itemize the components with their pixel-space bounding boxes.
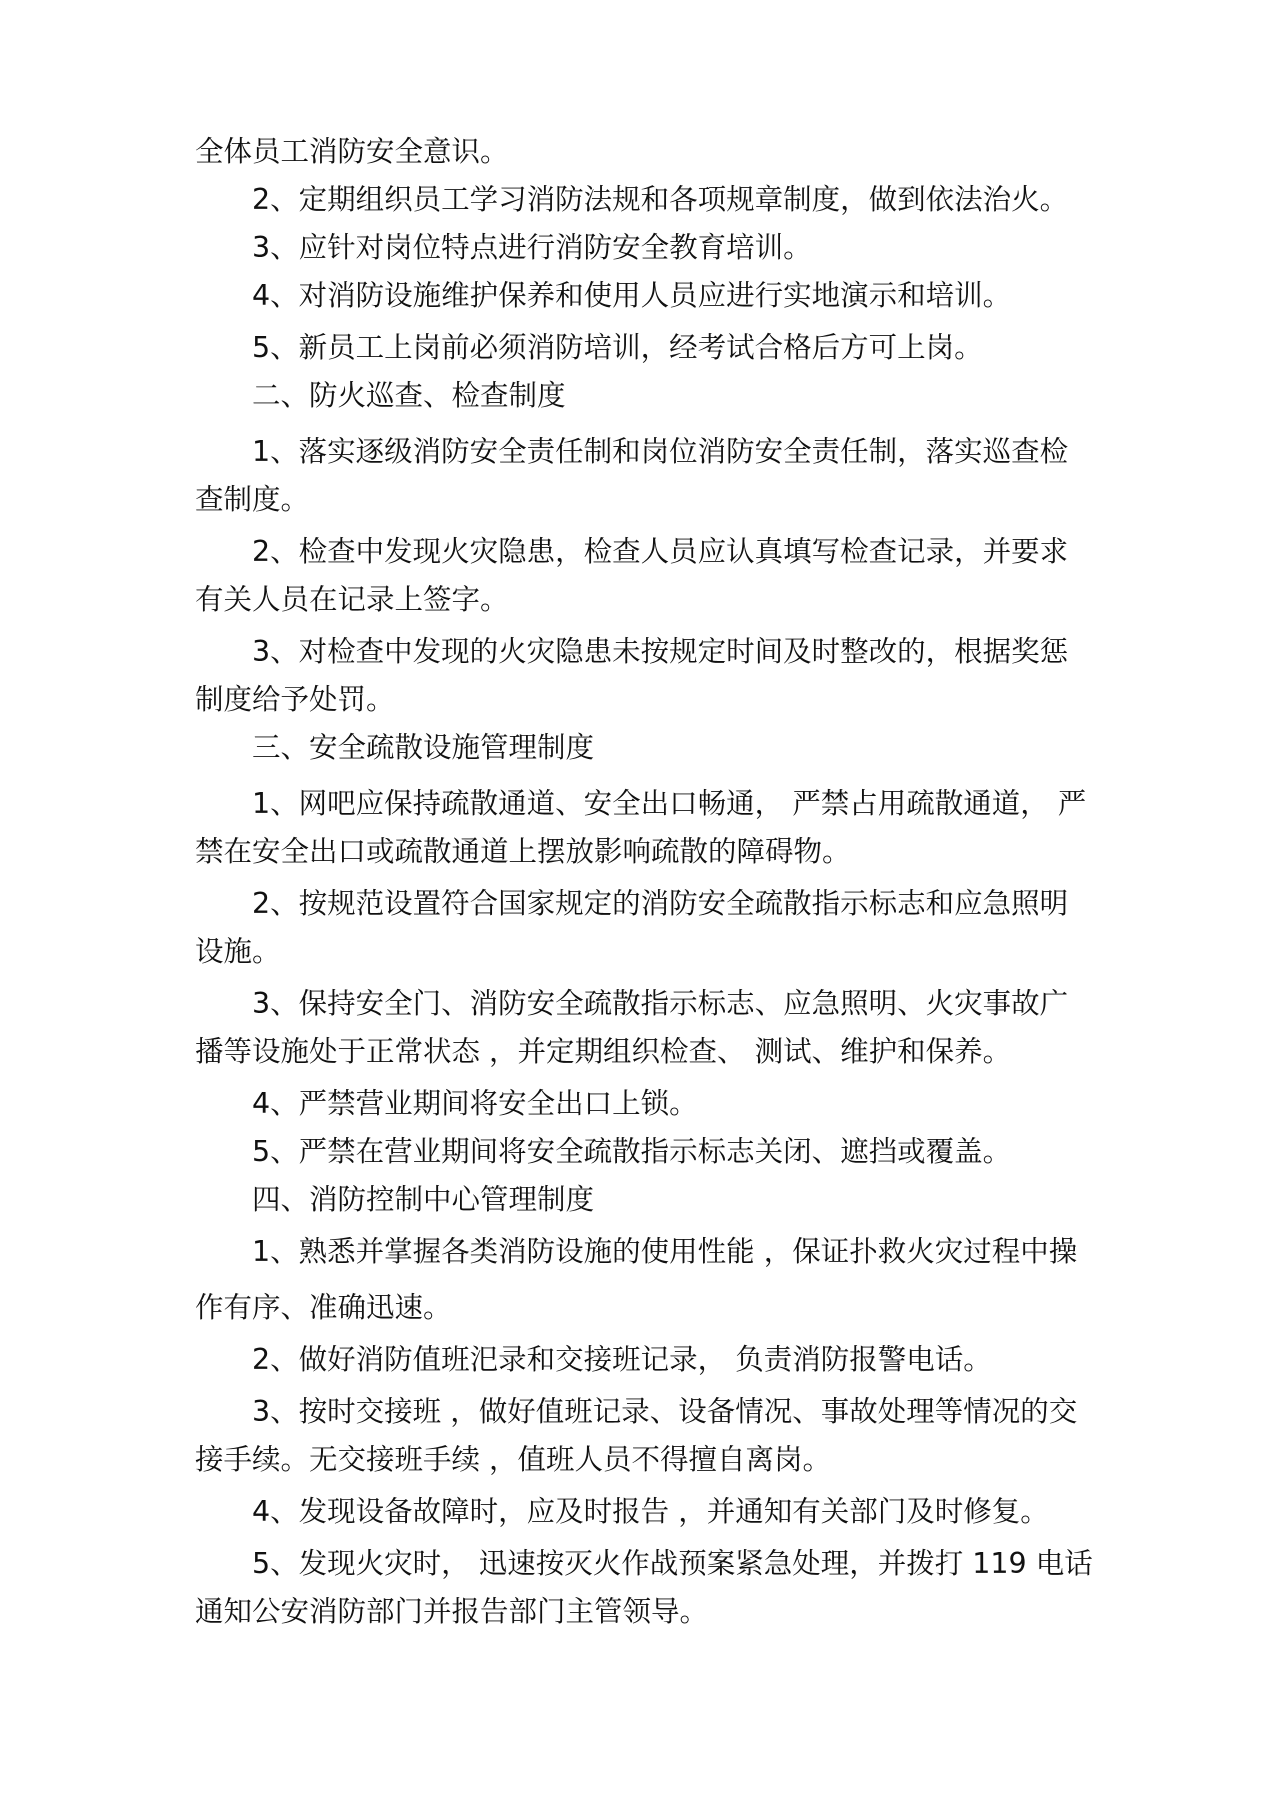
list-item: 4、发现设备故障时，应及时报告 ，并通知有关部门及时修复。 xyxy=(252,1495,1049,1528)
section-heading: 二、防火巡查、检查制度 xyxy=(252,379,566,412)
text-line: 设施。 xyxy=(195,935,281,968)
text-line: 制度给予处罚。 xyxy=(195,683,395,716)
text-line: 作有序、准确迅速。 xyxy=(195,1291,452,1324)
text-line: 有关人员在记录上签字。 xyxy=(195,583,509,616)
list-item: 3、应针对岗位特点进行消防安全教育培训。 xyxy=(252,231,812,264)
list-item: 2、定期组织员工学习消防法规和各项规章制度，做到依法治火。 xyxy=(252,183,1069,216)
list-item: 3、对检查中发现的火灾隐患未按规定时间及时整改的，根据奖惩 xyxy=(252,635,1069,668)
list-item: 2、检查中发现火灾隐患，检查人员应认真填写检查记录，并要求 xyxy=(252,535,1069,568)
list-item: 1、熟悉并掌握各类消防设施的使用性能 ，保证扑救火灾过程中操 xyxy=(252,1235,1078,1268)
list-item: 5、发现火灾时， 迅速按灭火作战预案紧急处理，并拨打 119 电话 xyxy=(252,1547,1093,1580)
text-line: 通知公安消防部门并报告部门主管领导。 xyxy=(195,1595,709,1628)
section-heading: 三、安全疏散设施管理制度 xyxy=(252,731,595,764)
text-line: 禁在安全出口或疏散通道上摆放影响疏散的障碍物。 xyxy=(195,835,851,868)
list-item: 5、新员工上岗前必须消防培训，经考试合格后方可上岗。 xyxy=(252,331,983,364)
list-item: 2、按规范设置符合国家规定的消防安全疏散指示标志和应急照明 xyxy=(252,887,1069,920)
section-heading: 四、消防控制中心管理制度 xyxy=(252,1183,595,1216)
list-item: 5、严禁在营业期间将安全疏散指示标志关闭、遮挡或覆盖。 xyxy=(252,1135,1012,1168)
list-item: 4、严禁营业期间将安全出口上锁。 xyxy=(252,1087,698,1120)
text-line: 接手续。无交接班手续 ，值班人员不得擅自离岗。 xyxy=(195,1443,832,1476)
list-item: 3、保持安全门、消防安全疏散指示标志、应急照明、火灾事故广 xyxy=(252,987,1069,1020)
list-item: 1、落实逐级消防安全责任制和岗位消防安全责任制，落实巡查检 xyxy=(252,435,1069,468)
text-line: 播等设施处于正常状态 ，并定期组织检查、 测试、维护和保养。 xyxy=(195,1035,1012,1068)
list-item: 2、做好消防值班汜录和交接班记录， 负责消防报警电话。 xyxy=(252,1343,992,1376)
text-line: 查制度。 xyxy=(195,483,310,516)
list-item: 4、对消防设施维护保养和使用人员应进行实地演示和培训。 xyxy=(252,279,1012,312)
list-item: 3、按时交接班 ，做好值班记录、设备情况、事故处理等情况的交 xyxy=(252,1395,1078,1428)
text-line: 全体员工消防安全意识。 xyxy=(195,135,509,168)
list-item: 1、网吧应保持疏散通道、安全出口畅通， 严禁占用疏散通道， 严 xyxy=(252,787,1087,820)
